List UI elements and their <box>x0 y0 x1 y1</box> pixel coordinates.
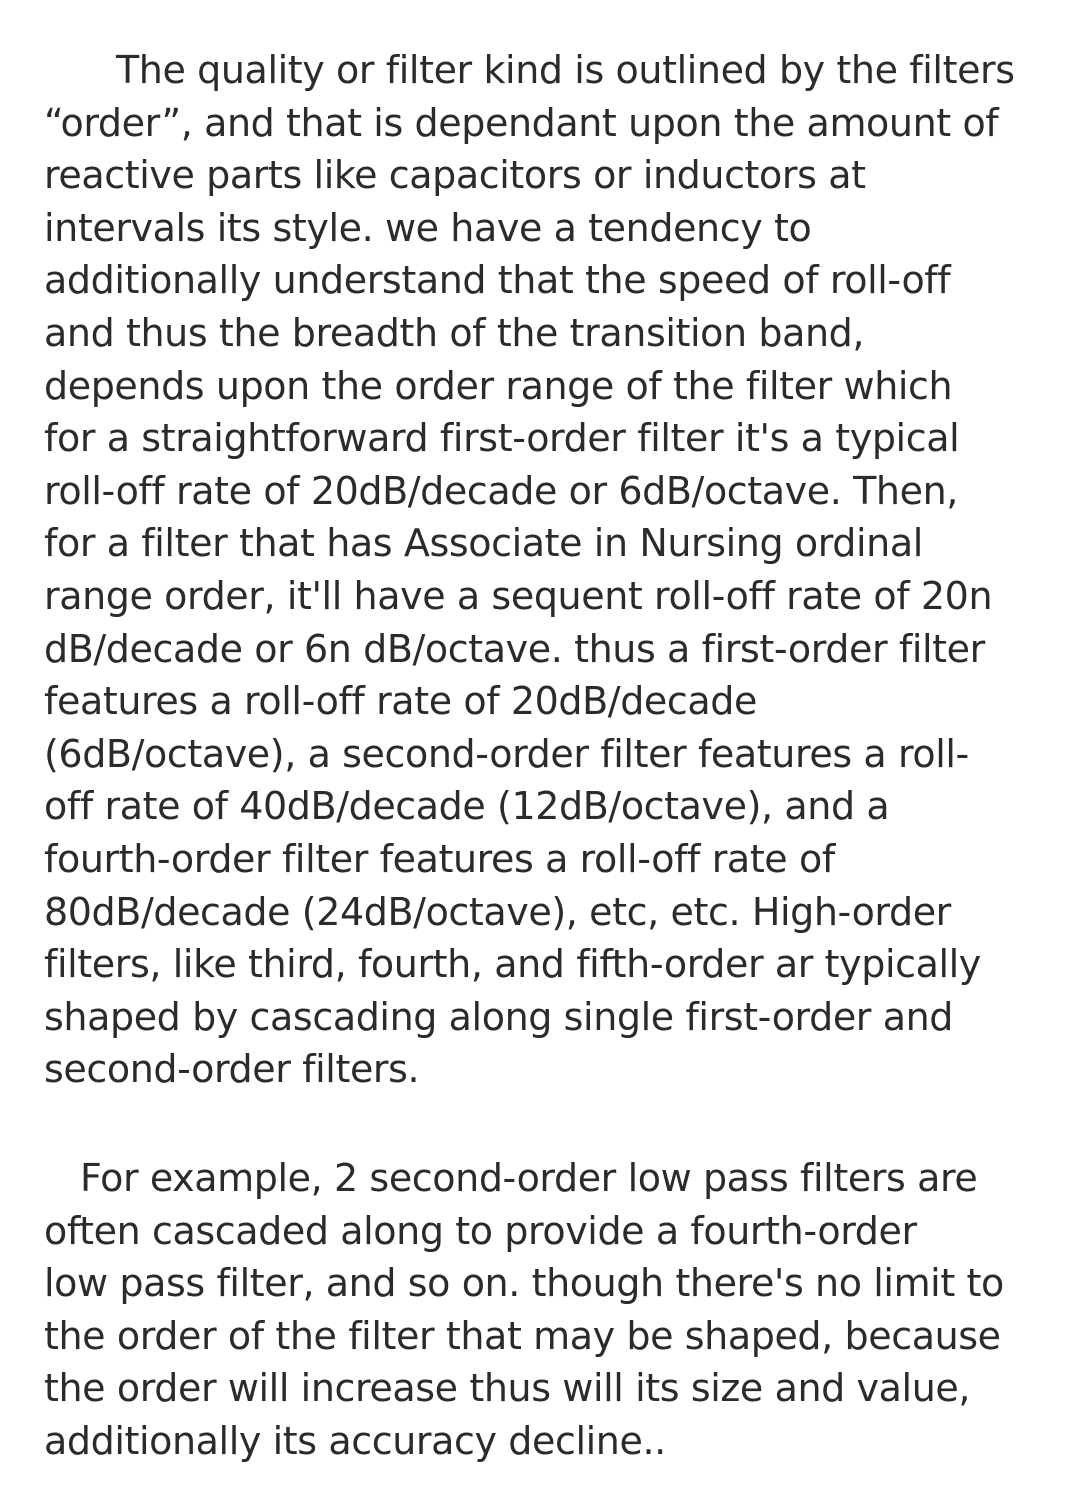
text-line: for a filter that has Associate in Nursing ordinal <box>44 521 923 566</box>
paragraph-cascading-example <box>44 1152 1044 1468</box>
text-line: roll-off rate of 20dB/decade or 6dB/octave. Then, <box>44 468 958 513</box>
text-line: often cascaded along to provide a fourth-order <box>44 1208 917 1253</box>
text-line: reactive parts like capacitors or inductors at <box>44 153 866 198</box>
text-line: and thus the breadth of the transition band, <box>44 310 865 355</box>
text-line: second-order filters. <box>44 1047 420 1092</box>
text-line: additionally understand that the speed of roll-off <box>44 258 951 303</box>
text-line: filters, like third, fourth, and fifth-order ar typically <box>44 942 981 987</box>
text-line: low pass filter, and so on. though there's no limit to <box>44 1261 1004 1306</box>
text-line: For example, 2 second-order low pass filters are <box>80 1156 978 1200</box>
text-line: “order”, and that is dependant upon the amount of <box>44 100 999 145</box>
text-line: fourth-order filter features a roll-off rate of <box>44 836 835 881</box>
text-line: dB/decade or 6n dB/octave. thus a first-order filter <box>44 626 985 671</box>
text-line: intervals its style. we have a tendency to <box>44 205 812 250</box>
text-line: shaped by cascading along single first-order and <box>44 994 953 1039</box>
text-line: depends upon the order range of the filter which <box>44 363 953 408</box>
text-line: off rate of 40dB/decade (12dB/octave), and a <box>44 784 890 829</box>
text-line: range order, it'll have a sequent roll-off rate of 20n <box>44 573 993 618</box>
text-line: for a straightforward first-order filter it's a typical <box>44 416 960 461</box>
text-line: the order of the filter that may be shaped, because <box>44 1313 1001 1358</box>
text-line: The quality or filter kind is outlined by the filters <box>116 48 1015 92</box>
text-line: the order will increase thus will its size and value, <box>44 1366 971 1411</box>
text-line: 80dB/decade (24dB/octave), etc, etc. High-order <box>44 889 951 934</box>
text-line: features a roll-off rate of 20dB/decade <box>44 679 757 724</box>
text-line: (6dB/octave), a second-order filter features a roll- <box>44 731 969 776</box>
paragraph-filter-order <box>44 44 1044 1096</box>
text-line: additionally its accuracy decline.. <box>44 1418 666 1463</box>
